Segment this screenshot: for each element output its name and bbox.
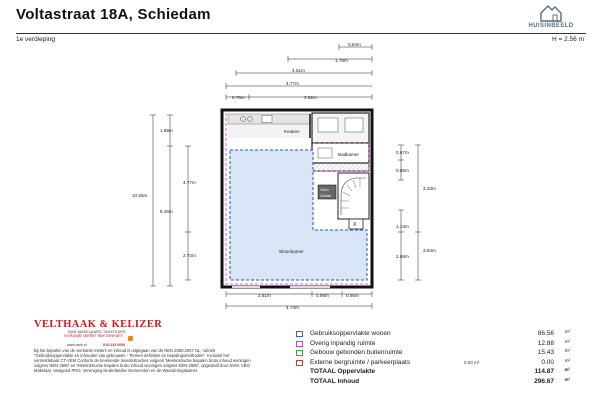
stair-label-vlizo: Vlizo bbox=[320, 187, 329, 192]
dim-bottom-2: 0.98m bbox=[316, 293, 329, 298]
total-unit: m² bbox=[564, 367, 570, 373]
legend-extra: 0.00 m² bbox=[464, 359, 480, 365]
agency-name-part1: VELTHAAK bbox=[34, 319, 97, 330]
dim-top-6: 3.92m bbox=[304, 95, 317, 100]
room-label-keuken: Keuken bbox=[284, 129, 300, 134]
dim-top-3: 4.51m bbox=[292, 68, 305, 73]
stair-label-zolder: Zolder bbox=[320, 193, 332, 198]
legend-label: Gebruiksoppervlakte wonen bbox=[310, 330, 391, 337]
swatch-buitenruimte bbox=[296, 350, 303, 356]
dim-right-1: 0.67m bbox=[396, 150, 409, 155]
agency-logo bbox=[34, 319, 204, 343]
dim-left-4: 10.55m bbox=[132, 193, 148, 198]
legend-label: Externe bergruimte / parkeerplaats bbox=[310, 358, 411, 366]
total-unit: m³ bbox=[564, 376, 570, 382]
total-label: TOTAAL Oppervlakte bbox=[310, 368, 376, 376]
dim-left-2: 4.77m bbox=[183, 180, 196, 185]
dim-right-3: 3.33m bbox=[423, 186, 436, 191]
dim-left-3: 8.46m bbox=[160, 209, 173, 214]
legend-row bbox=[296, 348, 588, 358]
total-volume-row bbox=[296, 377, 588, 387]
dim-bottom-1: 2.81m bbox=[258, 293, 271, 298]
legend-value: 12.88 bbox=[537, 339, 554, 347]
dim-top-1: 0.84m bbox=[348, 42, 361, 47]
swatch-overig bbox=[296, 341, 303, 347]
dimension-lines-left bbox=[150, 115, 191, 286]
dim-right-6: 2.68m bbox=[396, 254, 409, 259]
legend-value: 0.00 bbox=[541, 358, 554, 366]
ceiling-height: H = 2.56 m bbox=[552, 36, 584, 43]
legend-value: 86.56 bbox=[537, 330, 554, 337]
badge-icon bbox=[128, 336, 133, 341]
legend-row bbox=[296, 339, 588, 349]
legend-value: 15.43 bbox=[537, 349, 554, 357]
swatch-wonen bbox=[296, 331, 303, 337]
swatch-bergruimte bbox=[296, 360, 303, 366]
dim-top-2: 1.78m bbox=[335, 58, 348, 63]
dim-left-1: 1.89m bbox=[160, 128, 173, 133]
page-title: Voltastraat 18A, Schiedam bbox=[16, 6, 211, 23]
dim-top-4: 4.77m bbox=[286, 81, 299, 86]
area-legend bbox=[296, 329, 588, 387]
logo-text: HUISINBEELD bbox=[528, 23, 574, 29]
dim-right-4: 1.13m bbox=[396, 224, 409, 229]
dim-bottom-4: 4.74m bbox=[286, 305, 299, 310]
dimension-lines-right bbox=[398, 145, 421, 280]
agency-website[interactable]: www.vsnk.nl bbox=[67, 343, 87, 347]
dim-bottom-3: 0.95m bbox=[346, 293, 359, 298]
agency-name bbox=[34, 319, 204, 330]
legend-unit: m² bbox=[564, 329, 570, 334]
legend-label: Overig inpandig ruimte bbox=[310, 339, 376, 347]
stair-marker: X bbox=[353, 222, 357, 228]
legend-label: Gebouw gebonden buitenruimte bbox=[310, 349, 403, 357]
total-label: TOTAAL Inhoud bbox=[310, 377, 360, 385]
floor-label: 1e verdieping bbox=[16, 36, 56, 43]
dim-right-5: 3.53m bbox=[423, 248, 436, 253]
kitchen-area bbox=[228, 114, 310, 138]
total-area-row bbox=[296, 367, 588, 377]
legend-unit: m² bbox=[564, 348, 570, 354]
legend-row bbox=[296, 329, 588, 339]
room-label-badkamer: Badkamer bbox=[338, 152, 359, 157]
agency-phone: 010-233 0050 bbox=[103, 343, 126, 347]
total-value: 296.67 bbox=[534, 377, 554, 385]
agency-subtitle: NVM MAKELAARS-TAXATEURS bbox=[68, 330, 126, 334]
legend-row bbox=[296, 358, 588, 368]
utility-column bbox=[312, 113, 369, 171]
dim-top-5: 0.76m bbox=[232, 95, 245, 100]
agency-name-amp: & bbox=[99, 319, 109, 330]
dim-right-2: 0.85m bbox=[396, 168, 409, 173]
dim-left-5: 2.72m bbox=[183, 253, 196, 258]
agency-tagline: verkoopt sneller met meerder bbox=[64, 334, 123, 339]
measurement-disclaimer: Bij het bepalen van de vierkante meters en inhoud is uitgegaan van de NEN 2580:2007 NL, rubriek "Gebruiksoppervlakte en inhouden van gebouwen - Termen definities en bepalingsmethoden". Inclusief het vermeldebaar CT-VEM Conform de berekende meetinstructies volgens 'Meetinstructie bepalen bruto inhoud woningen volgens NEN-2580' en 'Meetinstructie bepalen bruto inhoud woningen volgens NEN-2580', opgesteld door NVM, VBO Makelaar, Vastgoed PRO, Vereniging Nederlandse Gemeenten en de Waarderingskamer. bbox=[34, 348, 251, 373]
legend-unit: m² bbox=[564, 338, 570, 344]
legend-unit: m² bbox=[564, 357, 570, 363]
room-label-woonkamer: Woonkamer bbox=[279, 249, 304, 254]
total-value: 114.87 bbox=[534, 368, 554, 376]
agency-name-part2: KELIZER bbox=[111, 319, 163, 330]
